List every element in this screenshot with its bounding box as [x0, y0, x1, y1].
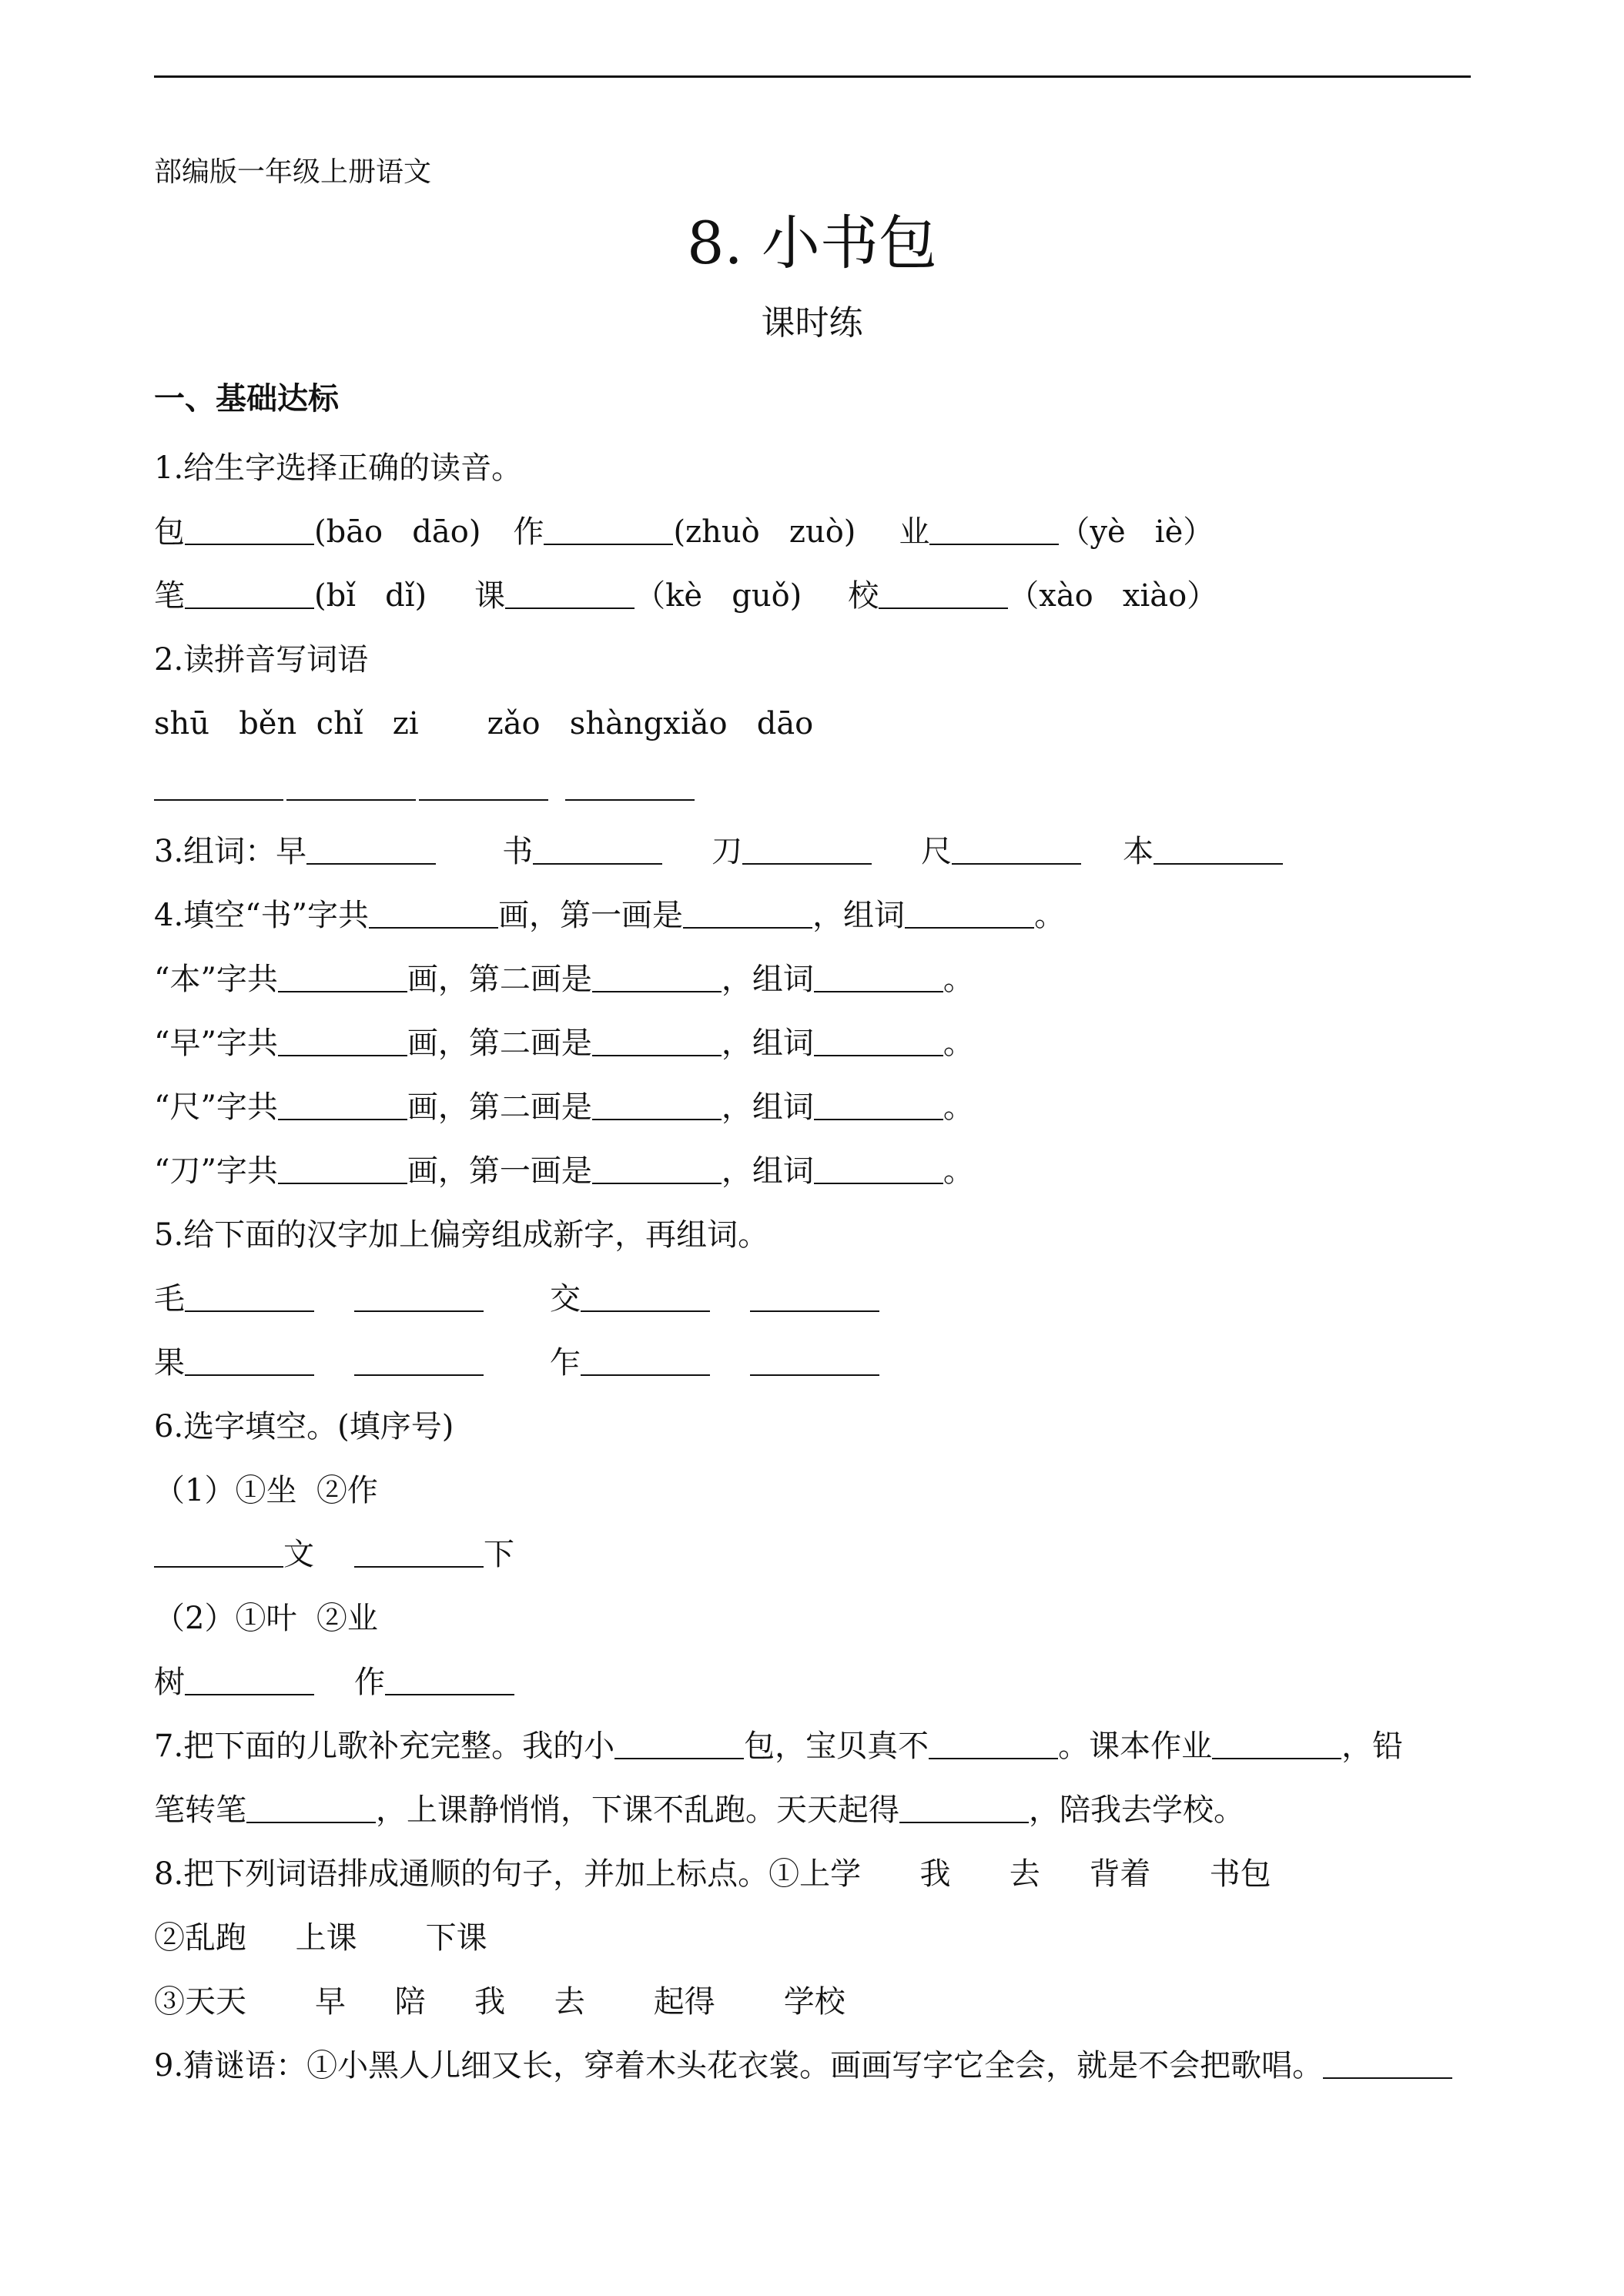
answer-blank[interactable] — [683, 896, 812, 929]
answer-blank[interactable] — [565, 768, 695, 801]
answer-blank[interactable] — [385, 1663, 514, 1695]
question-8-line-1: 8.把下列词语排成通顺的句子，并加上标点。①上学 我 去 背着 书包 — [154, 1856, 1271, 1892]
question-7-text: ，上课静悄悄，下课不乱跑。天天起得 — [376, 1792, 899, 1828]
answer-blank[interactable] — [592, 960, 722, 992]
answer-blank[interactable] — [581, 1280, 710, 1312]
question-1-row-2 — [154, 574, 1471, 618]
answer-blank[interactable] — [185, 577, 314, 609]
question-4-line-3 — [154, 1022, 1471, 1065]
pinyin-options: (bǐ dǐ) — [314, 578, 427, 614]
question-6-part-2-blanks — [154, 1661, 1471, 1704]
char: 作 — [354, 1665, 385, 1700]
question-5-prompt: 5.给下面的汉字加上偏旁组成新字，再组词。 — [154, 1217, 769, 1253]
char: 书 — [502, 834, 534, 869]
answer-blank[interactable] — [369, 896, 498, 929]
answer-blank[interactable] — [354, 1280, 484, 1312]
answer-blank[interactable] — [278, 1024, 407, 1056]
question-7-line-1 — [154, 1725, 1471, 1768]
char: 包 — [154, 514, 185, 550]
char: 笔 — [154, 578, 185, 614]
char: 早 — [276, 834, 307, 869]
question-4-text: ，组词 — [721, 1089, 814, 1125]
pinyin-options: （yè iè） — [1059, 514, 1214, 550]
answer-blank[interactable] — [614, 1727, 744, 1759]
char: 文 — [283, 1537, 314, 1572]
question-8-line-3: ③天天 早 陪 我 去 起得 学校 — [154, 1984, 845, 2020]
answer-blank[interactable] — [154, 1535, 283, 1568]
char: 乍 — [550, 1345, 581, 1381]
char: 作 — [513, 514, 544, 550]
question-4-text: 。 — [943, 1153, 974, 1189]
answer-blank[interactable] — [929, 1727, 1058, 1759]
question-4-text: 画，第二画是 — [407, 962, 592, 997]
question-5-row-2 — [154, 1341, 1471, 1384]
question-6-part-1-blanks — [154, 1533, 1471, 1576]
question-7-text: 包，宝贝真不 — [744, 1729, 929, 1764]
char: 校 — [848, 578, 879, 614]
question-4-line-4 — [154, 1086, 1471, 1129]
question-1-row-1 — [154, 510, 1471, 554]
char: 业 — [899, 514, 930, 550]
question-4-text: “尺”字共 — [154, 1089, 278, 1125]
answer-blank[interactable] — [306, 832, 436, 865]
question-4-text: “本”字共 — [154, 962, 278, 997]
answer-blank[interactable] — [1323, 2047, 1452, 2079]
question-4-line-5 — [154, 1150, 1471, 1193]
answer-blank[interactable] — [246, 1791, 376, 1823]
char: 刀 — [712, 834, 743, 869]
answer-blank[interactable] — [581, 1344, 710, 1376]
answer-blank[interactable] — [814, 1152, 943, 1184]
question-4-text: 。 — [943, 1026, 974, 1061]
question-2-pinyin: shū běn chǐ zi zǎo shàngxiǎo dāo — [154, 706, 814, 741]
answer-blank[interactable] — [952, 832, 1081, 865]
question-4-text: ，组词 — [721, 962, 814, 997]
answer-blank[interactable] — [278, 1088, 407, 1120]
char: 树 — [154, 1665, 185, 1700]
answer-blank[interactable] — [278, 1152, 407, 1184]
answer-blank[interactable] — [879, 577, 1008, 609]
question-4-text: 。 — [1034, 898, 1066, 933]
answer-blank[interactable] — [592, 1088, 722, 1120]
char: 毛 — [154, 1281, 185, 1317]
answer-blank[interactable] — [185, 1663, 314, 1695]
question-7-text: 。课本作业 — [1058, 1729, 1213, 1764]
question-6-part-2-options: （2）①叶 ②业 — [154, 1601, 378, 1636]
answer-blank[interactable] — [899, 1791, 1029, 1823]
answer-blank[interactable] — [185, 1344, 314, 1376]
answer-blank[interactable] — [505, 577, 635, 609]
question-7-text: ，铅 — [1341, 1729, 1404, 1764]
answer-blank[interactable] — [592, 1024, 722, 1056]
question-7-text: 笔转笔 — [154, 1792, 246, 1828]
answer-blank[interactable] — [1212, 1727, 1341, 1759]
char: 尺 — [921, 834, 953, 869]
answer-blank[interactable] — [154, 768, 283, 801]
answer-blank[interactable] — [592, 1152, 722, 1184]
pinyin-options: （kè guǒ) — [635, 578, 802, 614]
question-4-text: 画，第一画是 — [498, 898, 684, 933]
char: 本 — [1123, 834, 1154, 869]
char: 果 — [154, 1345, 185, 1381]
question-5-row-1 — [154, 1277, 1471, 1320]
question-4-text: ，组词 — [721, 1026, 814, 1061]
question-7-line-2 — [154, 1789, 1471, 1832]
question-1-prompt: 1.给生字选择正确的读音。 — [154, 450, 523, 486]
page-subtitle: 课时练 — [761, 303, 863, 343]
answer-blank[interactable] — [1154, 832, 1283, 865]
answer-blank[interactable] — [419, 768, 548, 801]
question-7-text: 7.把下面的儿歌补充完整。我的小 — [154, 1729, 615, 1764]
question-8-line-2: ②乱跑 上课 下课 — [154, 1920, 487, 1956]
answer-blank[interactable] — [814, 1088, 943, 1120]
pinyin-options: (bāo dāo) — [314, 514, 481, 550]
question-6-prompt: 6.选字填空。(填序号) — [154, 1409, 454, 1444]
answer-blank[interactable] — [750, 1344, 879, 1376]
answer-blank[interactable] — [185, 1280, 314, 1312]
answer-blank[interactable] — [905, 896, 1034, 929]
book-label: 部编版一年级上册语文 — [154, 156, 432, 188]
question-7-text: ，陪我去学校。 — [1029, 1792, 1244, 1828]
pinyin-options: （xào xiào） — [1008, 578, 1218, 614]
question-3 — [154, 830, 1471, 873]
question-4-text: 。 — [943, 962, 974, 997]
page-title: 8. 小书包 — [687, 209, 937, 277]
question-4-text: 4.填空“书”字共 — [154, 898, 370, 933]
char: 下 — [484, 1537, 514, 1572]
answer-blank[interactable] — [354, 1535, 484, 1568]
question-4-text: 画，第二画是 — [407, 1026, 592, 1061]
question-3-prompt: 3.组词： — [154, 834, 276, 869]
answer-blank[interactable] — [354, 1344, 484, 1376]
question-9-text: 9.猜谜语：①小黑人儿细又长，穿着木头花衣裳。画画写字它全会，就是不会把歌唱。 — [154, 2048, 1324, 2083]
question-2-blanks — [154, 766, 1471, 809]
char: 课 — [474, 578, 506, 614]
question-4-text: 画，第一画是 — [407, 1153, 592, 1189]
answer-blank[interactable] — [544, 513, 673, 545]
pinyin-options: (zhuò zuò) — [673, 514, 856, 550]
answer-blank[interactable] — [742, 832, 872, 865]
question-4-line-1 — [154, 894, 1471, 937]
answer-blank[interactable] — [286, 768, 416, 801]
question-4-text: ，组词 — [812, 898, 906, 933]
question-4-text: “早”字共 — [154, 1026, 278, 1061]
answer-blank[interactable] — [814, 1024, 943, 1056]
answer-blank[interactable] — [278, 960, 407, 992]
question-9 — [154, 2044, 1471, 2087]
header-rule — [154, 75, 1471, 78]
question-4-text: ，组词 — [721, 1153, 814, 1189]
question-4-line-2 — [154, 958, 1471, 1001]
question-4-text: 画，第二画是 — [407, 1089, 592, 1125]
question-4-text: “刀”字共 — [154, 1153, 278, 1189]
answer-blank[interactable] — [185, 513, 314, 545]
answer-blank[interactable] — [814, 960, 943, 992]
section-heading: 一、基础达标 — [154, 380, 339, 417]
char: 交 — [550, 1281, 581, 1317]
question-4-text: 。 — [943, 1089, 974, 1125]
answer-blank[interactable] — [929, 513, 1059, 545]
answer-blank[interactable] — [750, 1280, 879, 1312]
answer-blank[interactable] — [533, 832, 662, 865]
question-6-part-1-options: （1）①坐 ②作 — [154, 1473, 378, 1508]
question-2-prompt: 2.读拼音写词语 — [154, 642, 369, 678]
